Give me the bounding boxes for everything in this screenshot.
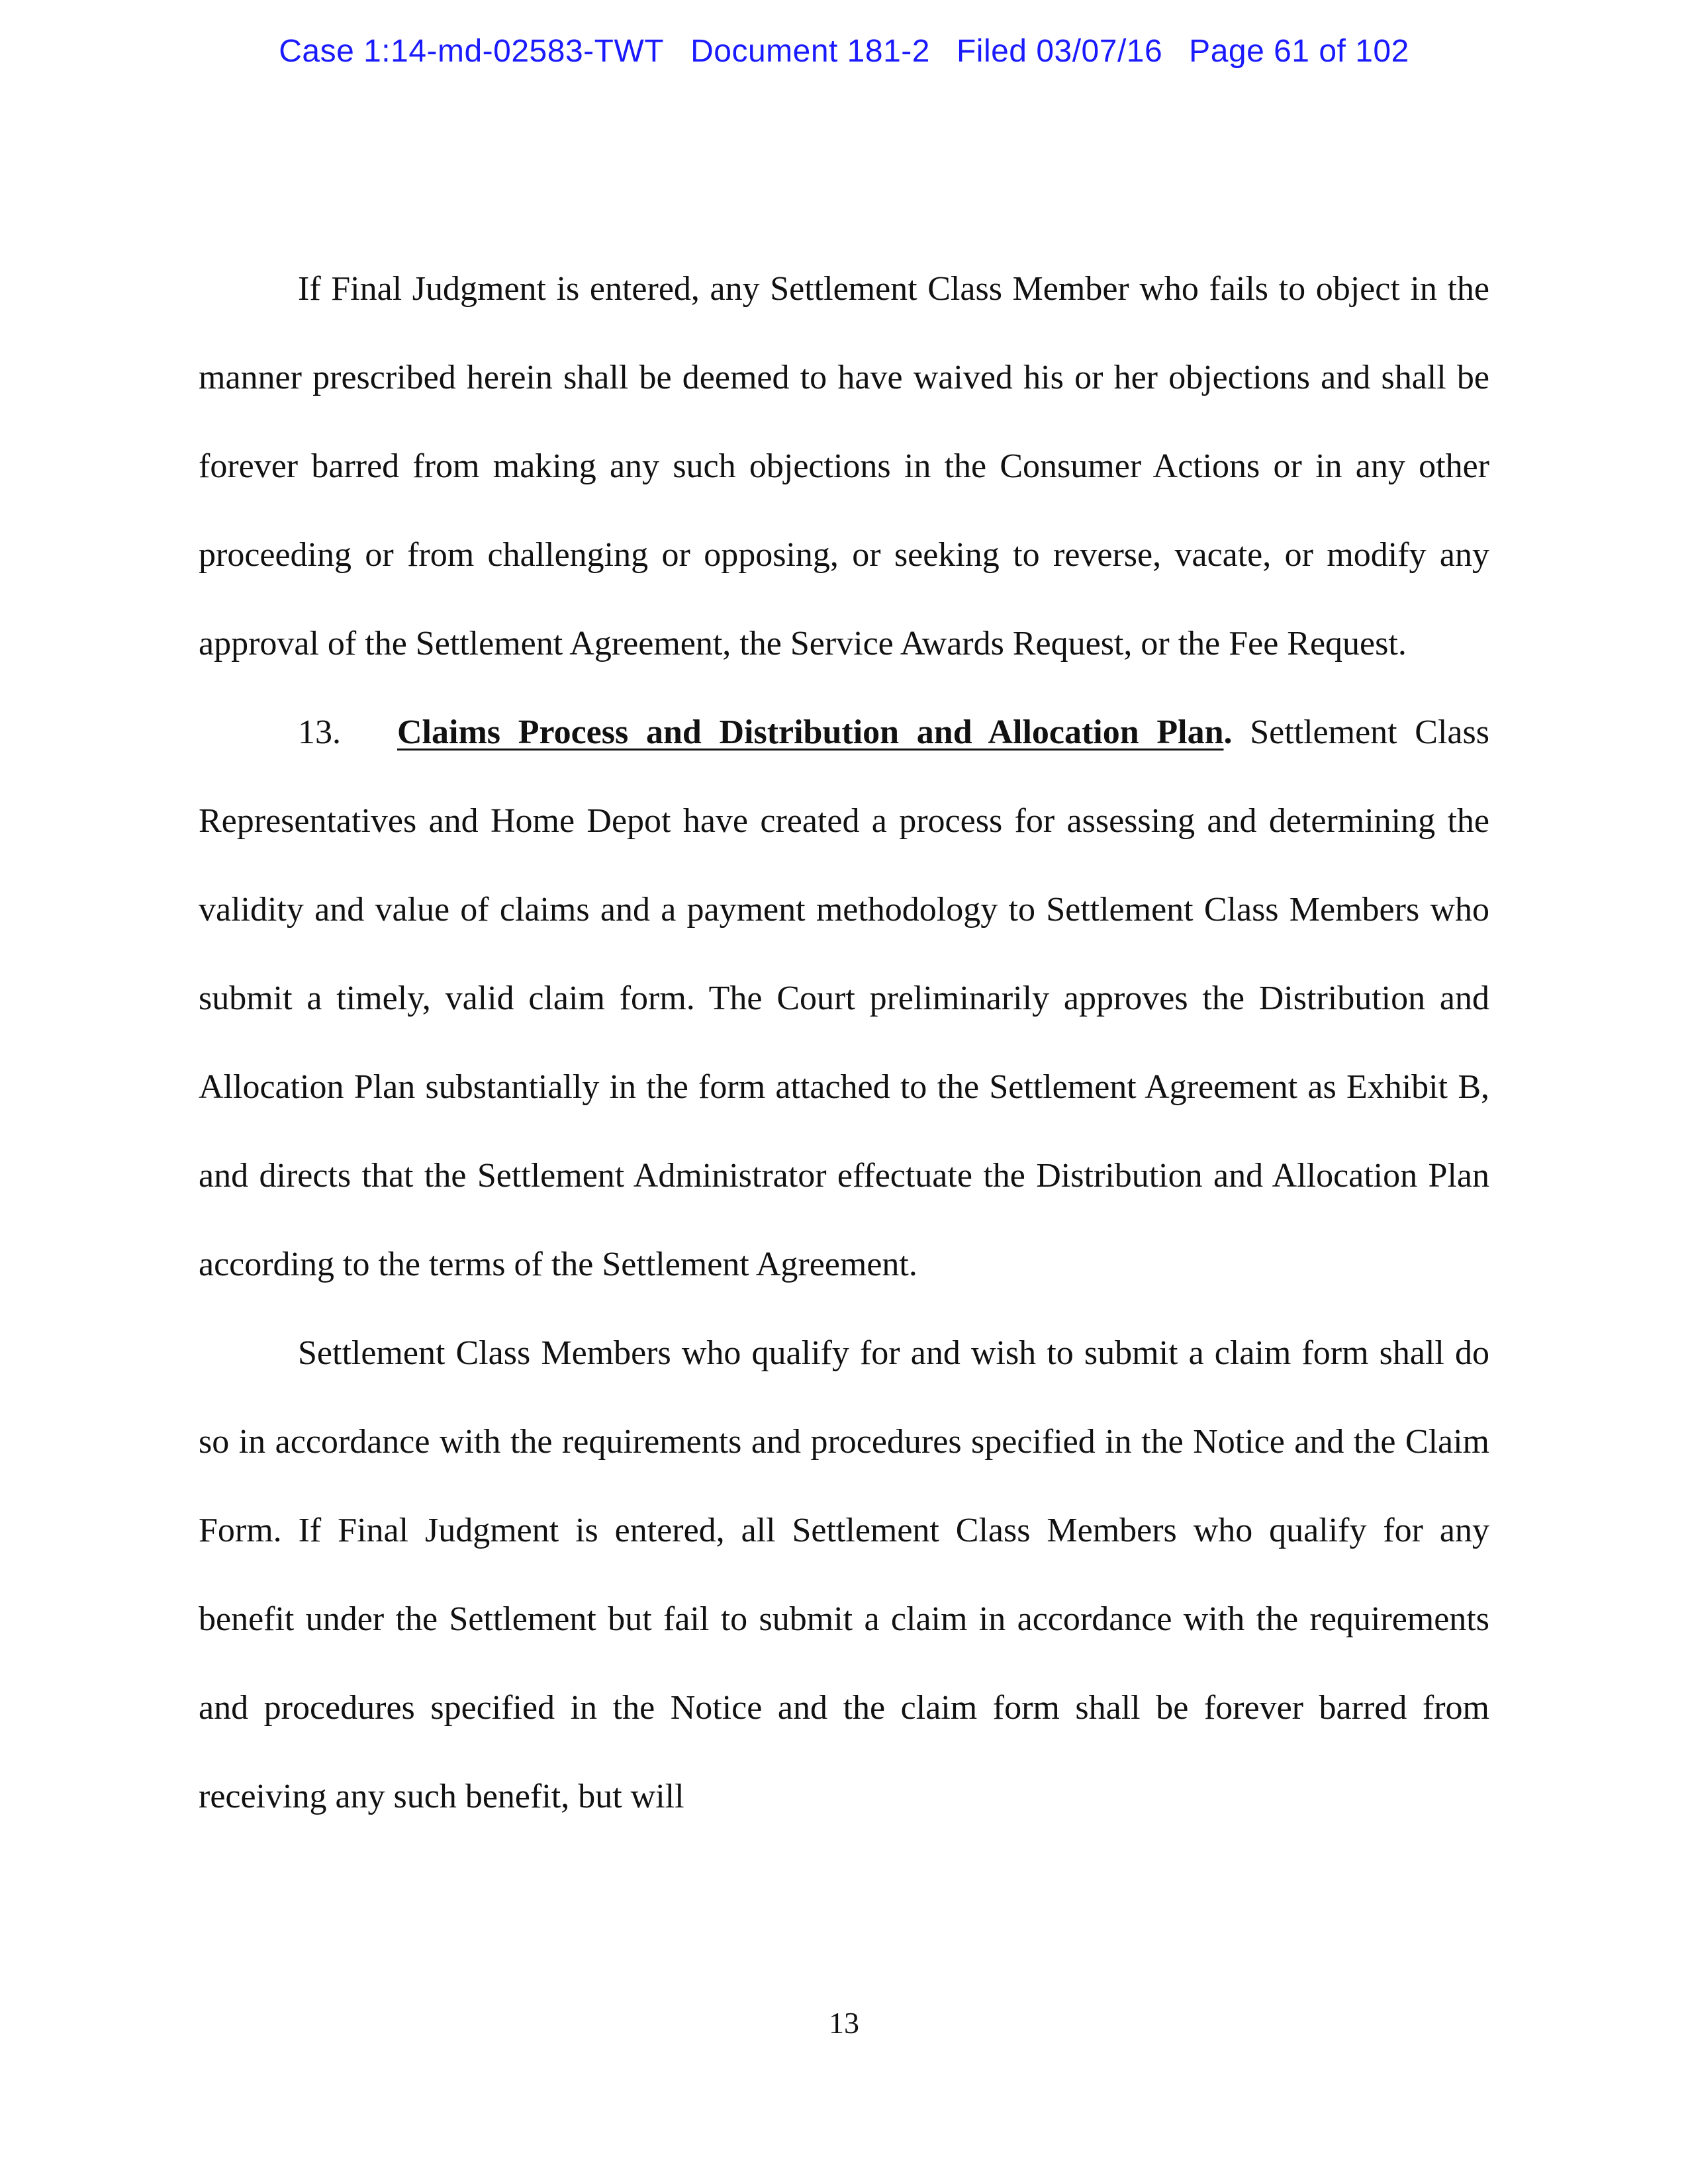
section-heading: Claims Process and Distribution and Allocation Plan (397, 713, 1224, 751)
filed-date: Filed 03/07/16 (956, 34, 1163, 69)
page-number: 13 (829, 2006, 859, 2040)
document-number: Document 181-2 (690, 34, 930, 69)
paragraph-claim-submission: Settlement Class Members who qualify for and wish to submit a claim form shall do so in accordance with the requirements and procedures specified in the Notice and the Claim Form. If Final Judgment is entered, all Settlement Class Members who qualify for any benefit under the Settlement but fail to submit a claim in accordance with the requirements and procedures specified in the Notice and the claim form shall be forever barred from receiving any such benefit, but will (199, 1334, 1489, 1815)
paragraph-objection-waiver: If Final Judgment is entered, any Settlement Class Member who fails to object in the manner prescribed herein shall be deemed to have waived his or her objections and shall be forever barred from making any such objections in the Consumer Actions or in any other proceeding or from challenging or opposing, or seeking to reverse, vacate, or modify any approval of the Settlement Agreement, the Service Awards Request, or the Fee Request. (199, 270, 1489, 662)
heading-period: . (1223, 713, 1233, 751)
case-number: Case 1:14-md-02583-TWT (279, 34, 665, 69)
page-count: Page 61 of 102 (1189, 34, 1409, 69)
case-header (0, 33, 1688, 69)
paragraph-number: 13. (298, 713, 341, 751)
document-body (199, 245, 1489, 1841)
paragraph-13-text: Settlement Class Representatives and Home Depot have created a process for assessing and determining the validity and value of claims and a payment methodology to Settlement Class Members who submit a timely, valid claim form. The Court preliminarily approves the Distribution and Allocation Plan substantially in the form attached to the Settlement Agreement as Exhibit B, and directs that the Settlement Administrator effectuate the Distribution and Allocation Plan according to the terms of the Settlement Agreement. (199, 713, 1489, 1283)
paragraph-13-claims-process (199, 688, 1489, 1309)
